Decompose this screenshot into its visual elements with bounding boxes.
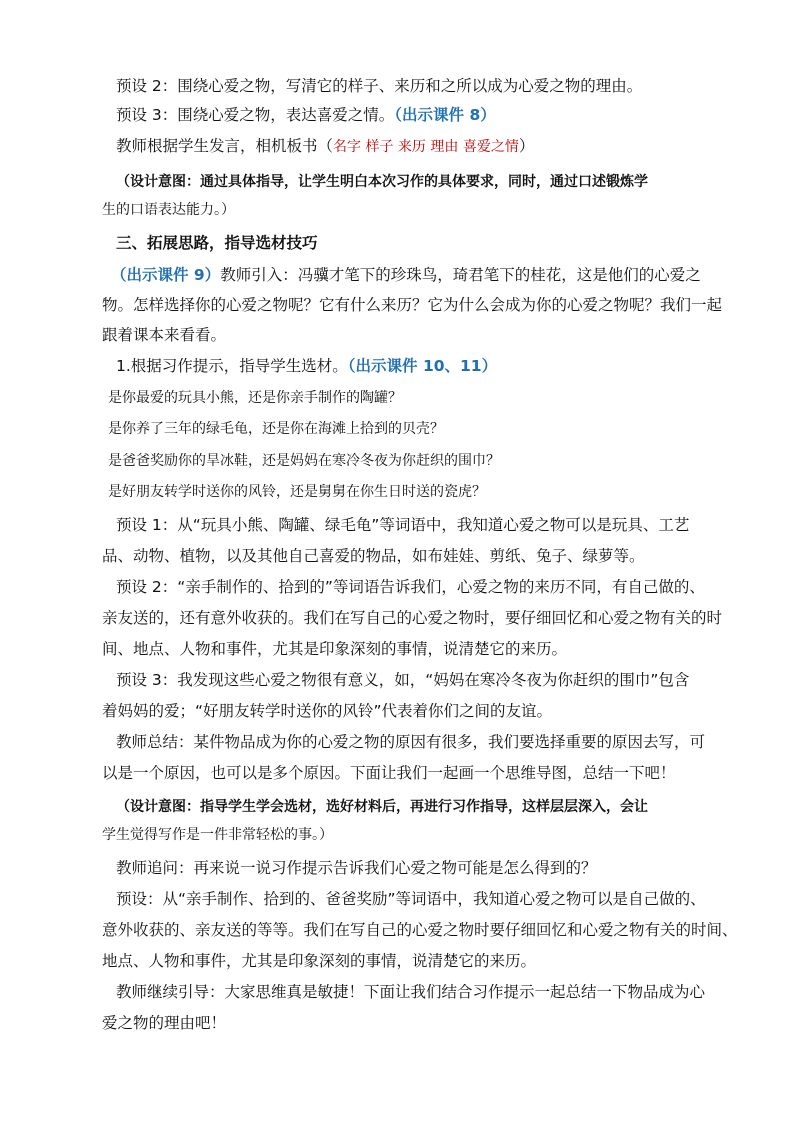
blackboard-keywords: 名字 样子 来历 理由 喜爱之情 [333, 139, 519, 155]
paragraph-teacher-guide-line-2: 爱之物的理由吧！ [102, 1014, 227, 1032]
prompt-question-3: 是爸爸奖励你的旱冰鞋，还是妈妈在寒冷冬夜为你赶织的围巾？ [108, 453, 500, 469]
paragraph-preset-2b-line-2: 亲友送的，还有意外收获的。我们在写自己的心爱之物时，要仔细回忆和心爱之物有关的时 [102, 609, 723, 627]
design-intent-1-a: （设计意图：通过具体指导，让学生明白本次习作的具体要求，同时，通过口述锻炼学 [116, 174, 648, 190]
paragraph-preset-3b-line-1: 预设 3：我发现这些心爱之物很有意义，如，“妈妈在寒冷冬夜为你赶织的围巾”包含 [116, 671, 690, 689]
design-intent-2-line-2: 学生觉得写作是一件非常轻松的事。） [102, 827, 333, 843]
preset-3-text: 预设 3：围绕心爱之物，表达喜爱之情。 [116, 106, 395, 124]
paragraph-preset-3 [116, 104, 496, 126]
blackboard-text: 教师根据学生发言，相机板书（ [116, 137, 334, 155]
courseware-ref-10-11: （出示课件 10、11） [347, 357, 498, 375]
paragraph-blackboard [116, 135, 534, 158]
paragraph-preset-1-line-1: 预设 1：从“玩具小熊、陶罐、绿毛龟”等词语中，我知道心爱之物可以是玩具、工艺 [116, 516, 690, 534]
section-heading-3: 三、拓展思路，指导选材技巧 [116, 234, 318, 252]
courseware-ref-8: （出示课件 8） [394, 106, 496, 124]
paragraph-intro-line-2: 物。怎样选择你的心爱之物呢？它有什么来历？它为什么会成为你的心爱之物呢？我们一起 [102, 296, 723, 314]
paragraph-preset-2b-line-1: 预设 2：“亲手制作的、拾到的”等词语告诉我们，心爱之物的来历不同，有自己做的、 [116, 578, 705, 596]
design-intent-1-line-2: 生的口语表达能力。） [102, 202, 235, 218]
intro-text: 教师引入：冯骥才笔下的珍珠鸟，琦君笔下的桂花，这是他们的心爱之 [220, 266, 701, 284]
paragraph-material-selection [116, 355, 497, 377]
paragraph-teacher-summary-line-1: 教师总结：某件物品成为你的心爱之物的原因有很多，我们要选择重要的原因去写，可 [116, 733, 706, 751]
design-intent-2-a: （设计意图：指导学生学会选材，选好材料后，再进行习作指导，这样层层深入，会让 [116, 799, 648, 815]
paragraph-preset-2b-line-3: 间、地点、人物和事件，尤其是印象深刻的事情，说清楚它的来历。 [102, 640, 568, 658]
paragraph-intro-line-3: 跟着课本来看看。 [102, 326, 227, 344]
paragraph-preset-line-1: 预设：从“亲手制作、拾到的、爸爸奖励”等词语中，我知道心爱之物可以是自己做的、 [116, 890, 706, 908]
prompt-question-1: 是你最爱的玩具小熊，还是你亲手制作的陶罐？ [108, 390, 402, 406]
paragraph-teacher-question: 教师追问：再来说一说习作提示告诉我们心爱之物可能是怎么得到的？ [116, 859, 597, 877]
paragraph-teacher-guide-line-1: 教师继续引导：大家思维真是敏捷！下面让我们结合习作提示一起总结一下物品成为心 [116, 983, 706, 1001]
material-selection-text: 1.根据习作提示，指导学生选材。 [116, 357, 348, 375]
paragraph-preset-3b-line-2: 着妈妈的爱；“好朋友转学时送你的风铃”代表着你们之间的友谊。 [102, 702, 553, 720]
paragraph-preset-2: 预设 2：围绕心爱之物，写清它的样子、来历和之所以成为心爱之物的理由。 [116, 77, 643, 95]
paragraph-intro-line-1 [111, 264, 701, 286]
prompt-question-4: 是好朋友转学时送你的风铃，还是舅舅在你生日时送的瓷虎？ [108, 484, 486, 500]
design-intent-2-line-1 [116, 796, 648, 818]
design-intent-1-line-1 [116, 171, 648, 193]
paragraph-preset-1-line-2: 品、动物、植物，以及其他自己喜爱的物品，如布娃娃、剪纸、兔子、绿萝等。 [102, 547, 645, 565]
paragraph-teacher-summary-line-2: 以是一个原因，也可以是多个原因。下面让我们一起画一个思维导图，总结一下吧！ [102, 764, 676, 782]
prompt-question-2: 是你养了三年的绿毛龟，还是你在海滩上拾到的贝壳？ [108, 421, 444, 437]
paragraph-preset-line-3: 地点、人物和事件，尤其是印象深刻的事情，说清楚它的来历。 [102, 952, 537, 970]
paragraph-preset-line-2: 意外收获的、亲友送的等等。我们在写自己的心爱之物时要仔细回忆和心爱之物有关的时间、 [102, 921, 738, 939]
blackboard-close: ） [518, 137, 535, 155]
courseware-ref-9: （出示课件 9） [111, 266, 221, 284]
